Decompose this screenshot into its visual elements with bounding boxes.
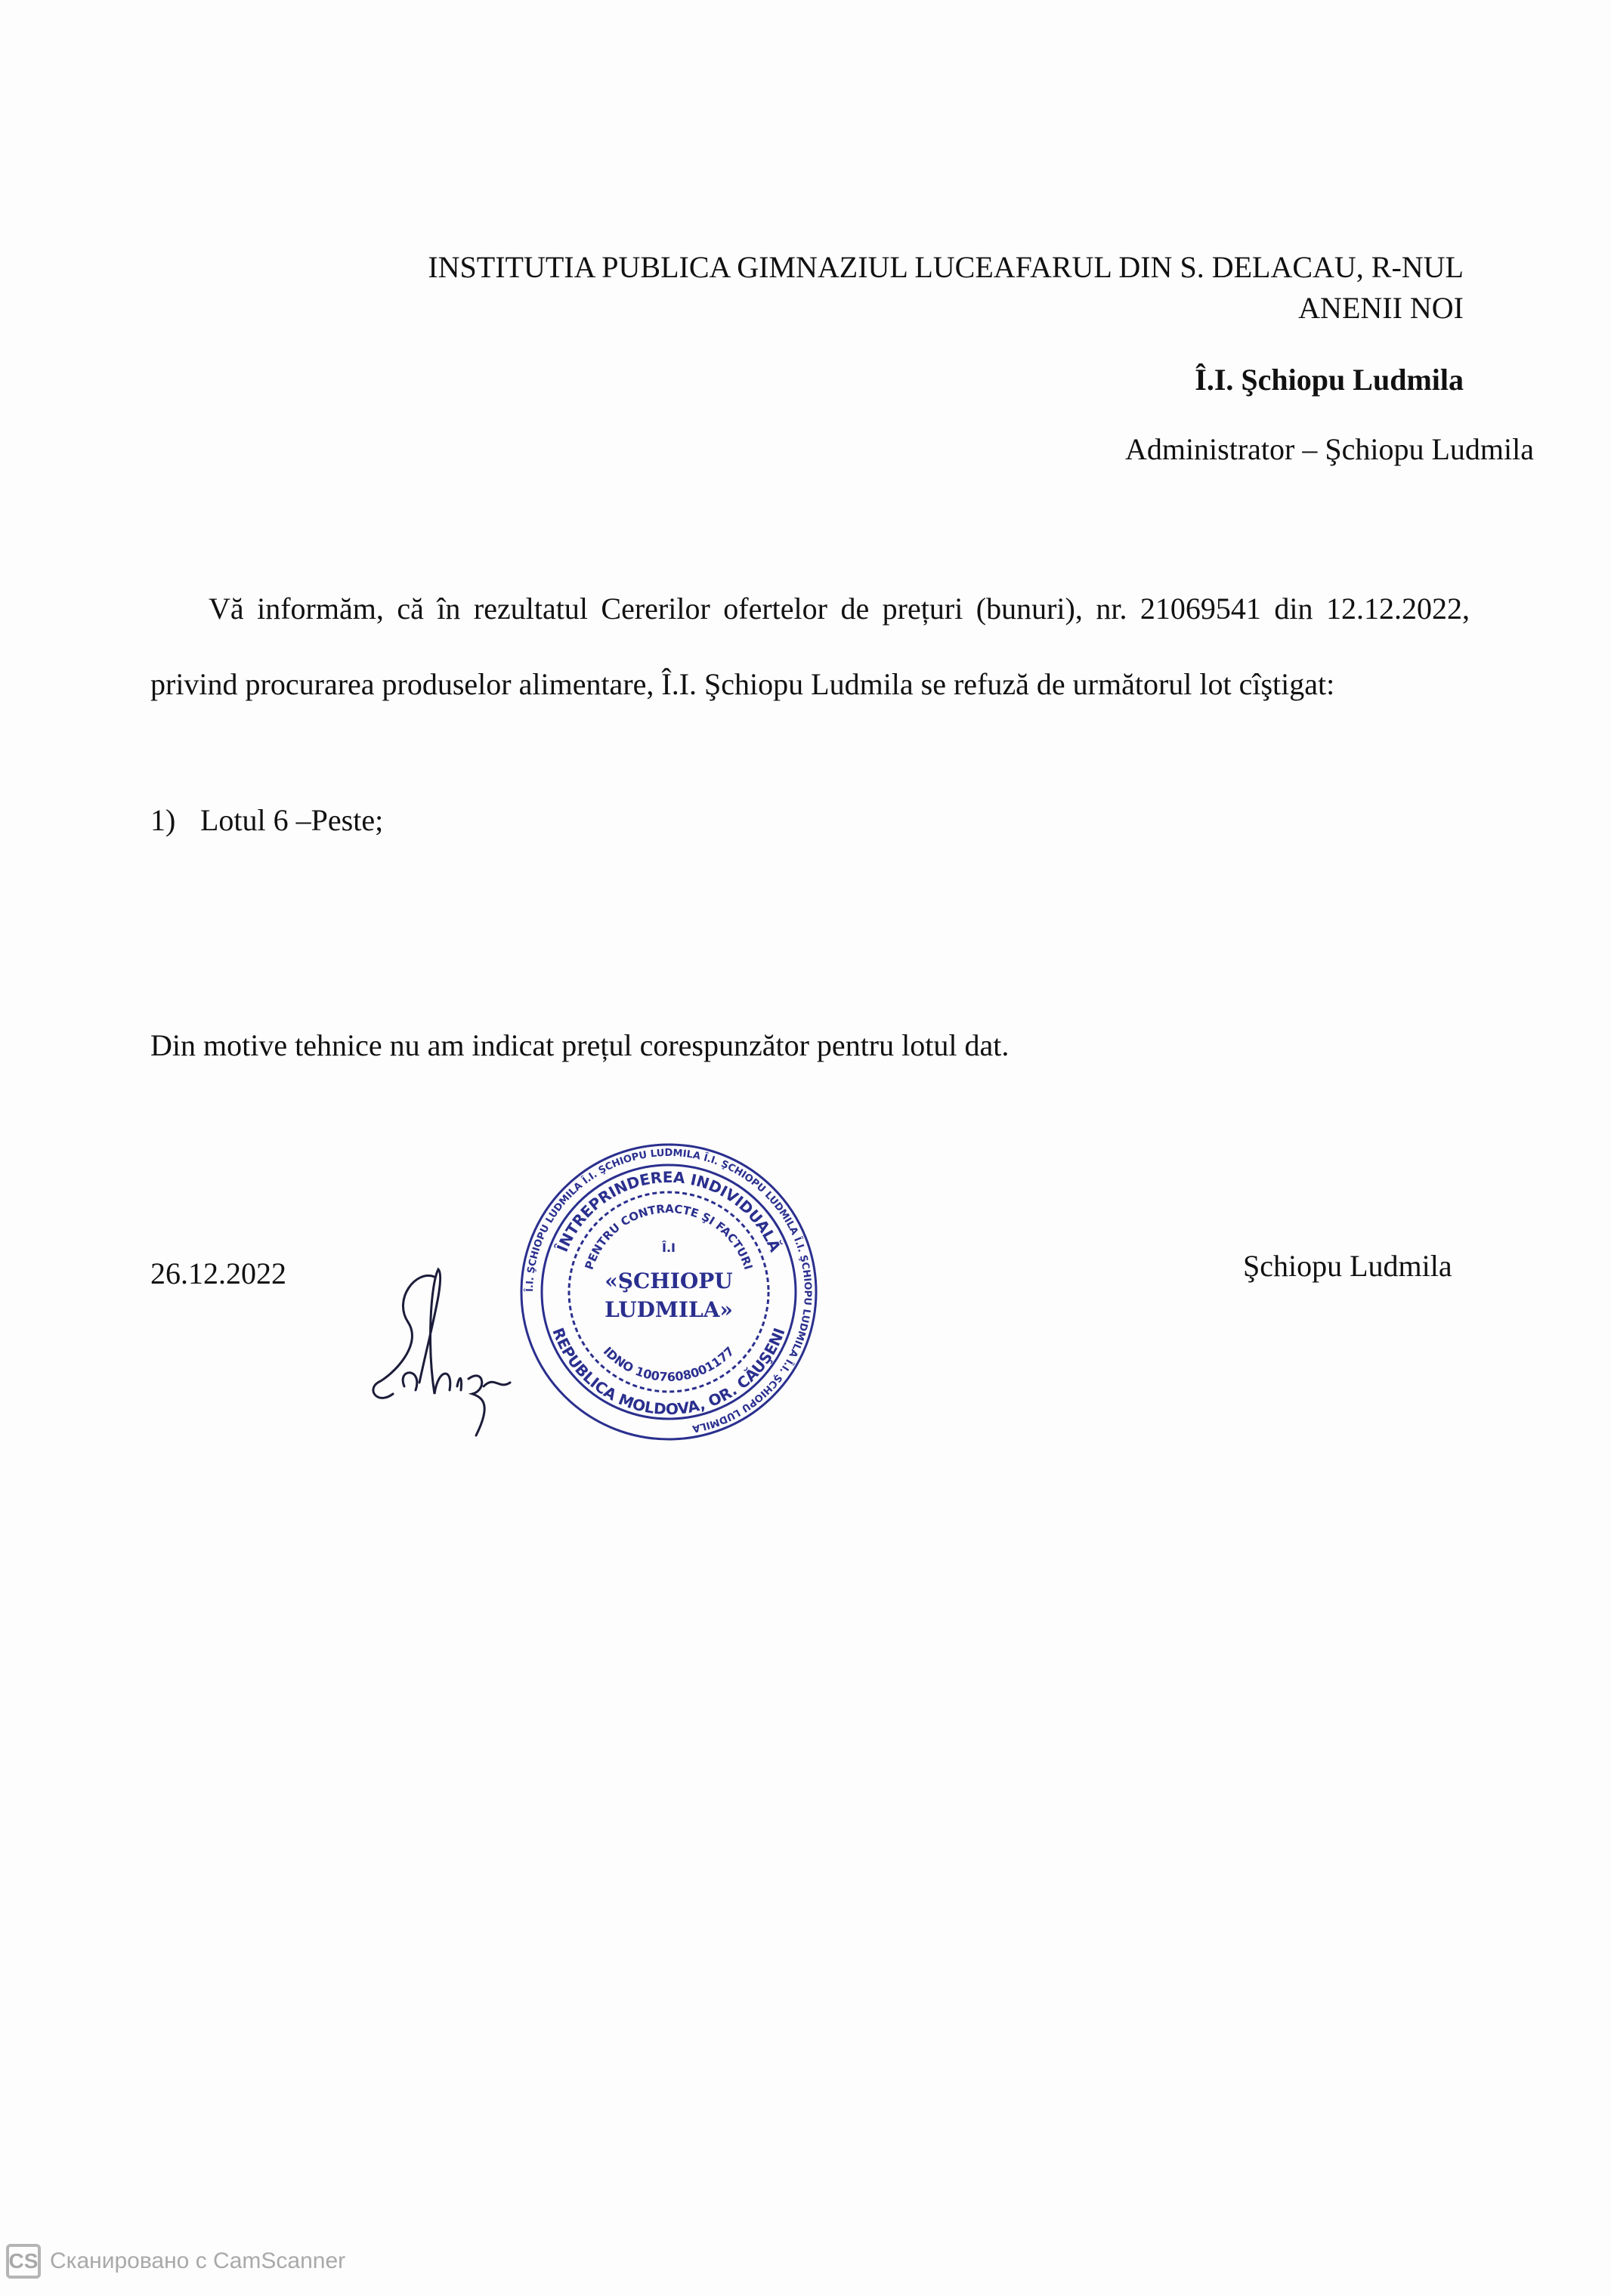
sender-company: Î.I. Şchiopu Ludmila — [1195, 363, 1464, 397]
svg-text:IDNO 1007608001177 — [601, 1344, 737, 1384]
recipient-line-2: ANENII NOI — [1298, 291, 1464, 325]
body-paragraph-text: Vă informăm, că în rezultatul Cererilor ofertelor de prețuri (bunuri), nr. 21069541 din 12.12.2022, privind procurarea produselor alimentare, Î.I. Şchiopu Ludmila se refuză de următorul lot cîştigat: — [150, 592, 1470, 701]
reason-text: Din motive tehnice nu am indicat prețul corespunzător pentru lotul dat. — [150, 1028, 1010, 1062]
stamp-idno: IDNO 1007608001177 — [600, 1343, 737, 1385]
stamp-center-line-1: «ŞCHIOPU — [605, 1269, 733, 1293]
date: 26.12.2022 — [150, 1256, 286, 1290]
body-paragraph — [150, 571, 1470, 722]
handwritten-signature — [363, 1254, 514, 1443]
sender-administrator: Administrator – Şchiopu Ludmila — [1124, 432, 1534, 466]
list-number: 1) — [150, 803, 176, 837]
signatory-name: Şchiopu Ludmila — [1243, 1249, 1452, 1283]
stamp-inner-arc: PENTRU CONTRACTE ŞI FACTURI — [582, 1201, 756, 1272]
camscanner-logo-icon: CS — [6, 2244, 41, 2279]
stamp-top-arc: ÎNTREPRINDEREA INDIVIDUALĂ — [552, 1167, 785, 1255]
camscanner-text: Сканировано с CamScanner — [50, 2248, 346, 2273]
stamp-center-line-2: LUDMILA» — [605, 1297, 733, 1322]
recipient-line-1: INSTITUTIA PUBLICA GIMNAZIUL LUCEAFARUL DIN S. DELACAU, R-NUL — [428, 250, 1464, 284]
stamp-center-small: Î.I — [662, 1241, 676, 1255]
stamp-bottom-arc: REPUBLICA MOLDOVA, OR. CĂUŞENI — [549, 1325, 789, 1419]
camscanner-watermark — [6, 2244, 345, 2279]
stamp-outer-ring: Î.I. ŞCHIOPU LUDMILA Î.I. ŞCHIOPU LUDMILA Î.I. ŞCHIOPU LUDMILA Î.I. ŞCHIOPU LUDMILA Î.I. ŞCHIOPU LUDMILA — [524, 1147, 814, 1435]
company-stamp — [514, 1137, 824, 1447]
list-item-lot: Lotul 6 –Peste; — [200, 803, 384, 837]
